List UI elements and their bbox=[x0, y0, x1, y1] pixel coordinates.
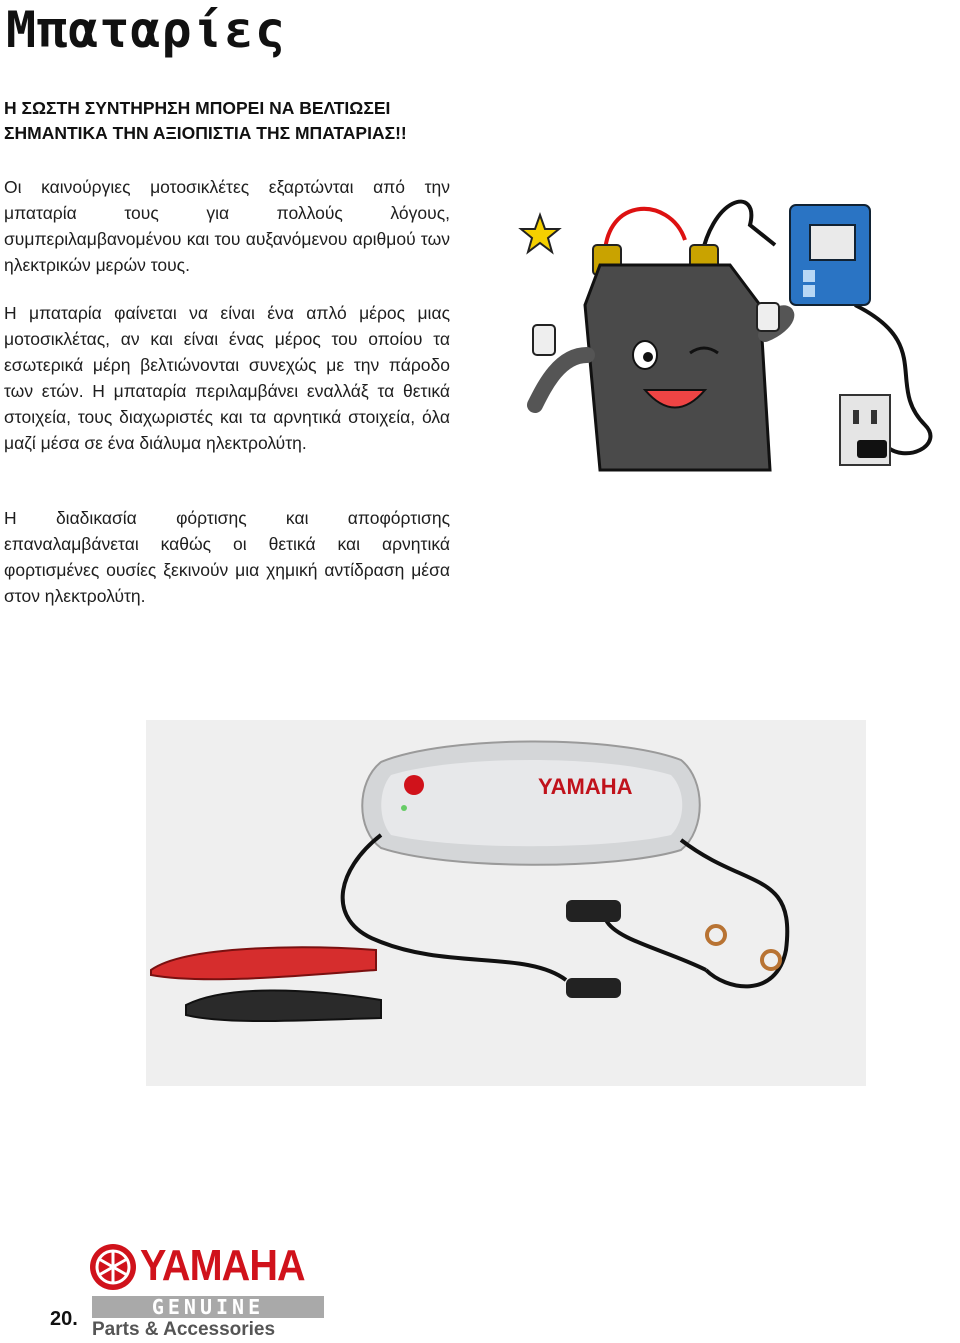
page-number: 20. bbox=[50, 1308, 78, 1330]
paragraph-battery: Η μπαταρία φαίνεται να είναι ένα απλό μέρος μιας μοτοσικλέτας, αν και είναι ένας μέρος του οποίου τα εσωτερικά μέρη βελτιώνονται συνεχώς με την πάροδο των ετών. Η μπαταρία περιλαμβάνει εναλλάξ τα θετικά στοιχεία, τους διαχωριστές και τα αρνητικά στοιχεία, όλα μαζί μέσα σε ένα διάλυμα ηλεκτρολύτη. bbox=[4, 303, 450, 453]
yamaha-genuine-logo bbox=[88, 1240, 328, 1340]
logo-tagline: Parts & Accessories bbox=[92, 1319, 276, 1340]
page-title: Μπαταρίες bbox=[6, 1, 286, 59]
headline: Η ΣΩΣΤΗ ΣΥΝΤΗΡΗΣΗ ΜΠΟΡΕΙ ΝΑ ΒΕΛΤΙΩΣΕΙ ΣΗΜΑΝΤΙΚΑ ΤΗΝ ΑΞΙΟΠΙΣΤΙΑ ΤΗΣ ΜΠΑΤΑΡΙΑΣ!! bbox=[4, 98, 407, 143]
charger-brand-label: YAMAHA bbox=[538, 774, 633, 799]
paragraph-intro: Οι καινούργιες μοτοσικλέτες εξαρτώνται από την μπαταρία τους για πολλούς λόγους, συμπεριλαμβανομένου και του αυξανόμενου αριθμού των ηλεκτρικών μερών τους. bbox=[4, 177, 450, 275]
charger-photo bbox=[146, 720, 866, 1086]
logo-genuine-text: GENUINE bbox=[92, 1296, 324, 1318]
paragraph-charging: Η διαδικασία φόρτισης και αποφόρτισης επαναλαμβάνεται καθώς οι θετικά και αρνητικά φορτισμένες ουσίες ξεκινούν μια χημική αντίδραση μέσα στον ηλεκτρολύτη. bbox=[4, 508, 450, 606]
charger-photo-art bbox=[146, 720, 866, 1086]
yamaha-tuning-fork-icon bbox=[88, 1242, 138, 1292]
battery-cartoon-illustration bbox=[505, 185, 955, 485]
logo-yamaha-text: YAMAHA bbox=[140, 1241, 305, 1290]
